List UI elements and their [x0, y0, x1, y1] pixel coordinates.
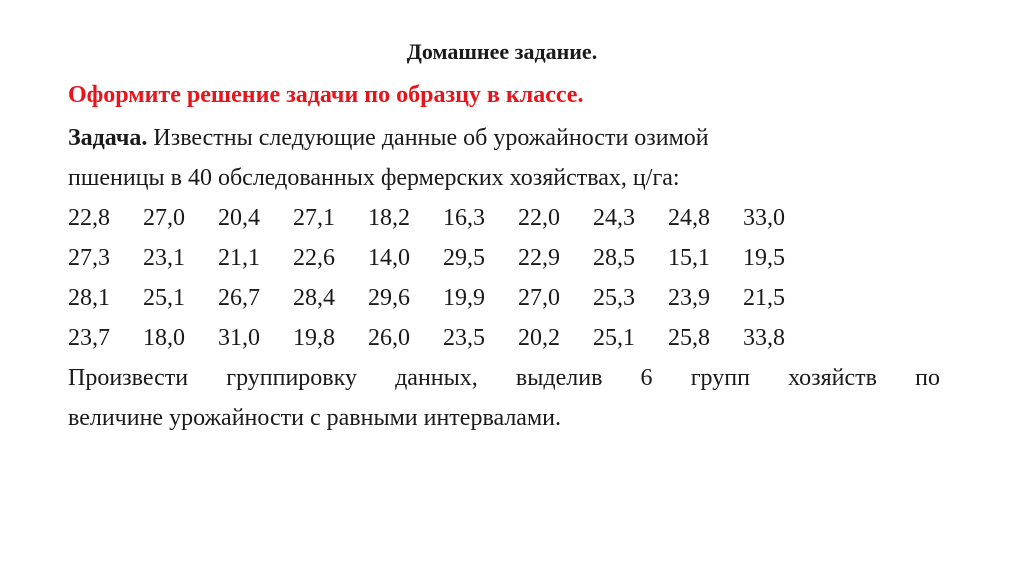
data-value: 26,0: [368, 325, 410, 351]
data-value: 23,9: [668, 285, 710, 311]
data-value: 19,8: [293, 325, 335, 351]
instruction-text: Оформите решение задачи по образцу в классе.: [68, 82, 584, 108]
conclusion-line-1: Произвести группировку данных, выделив 6 групп хозяйств по: [68, 365, 940, 391]
data-value: 23,7: [68, 325, 110, 351]
data-value: 33,0: [743, 205, 785, 231]
data-value: 24,8: [668, 205, 710, 231]
data-value: 24,3: [593, 205, 635, 231]
data-value: 23,5: [443, 325, 485, 351]
data-value: 29,5: [443, 245, 485, 271]
yield-data-table: [68, 198, 940, 358]
data-value: 25,1: [593, 325, 635, 351]
data-value: 25,8: [668, 325, 710, 351]
task-label: Задача.: [68, 125, 148, 151]
data-value: 28,5: [593, 245, 635, 271]
task-intro-text-1: Известны следующие данные об урожайности озимой: [153, 125, 709, 151]
data-value: 22,8: [68, 205, 110, 231]
data-value: 29,6: [368, 285, 410, 311]
data-value: 22,6: [293, 245, 335, 271]
data-value: 18,2: [368, 205, 410, 231]
data-value: 27,3: [68, 245, 110, 271]
conclusion-line-2: величине урожайности с равными интервалами.: [68, 405, 561, 431]
task-intro-line-1: [68, 118, 940, 158]
data-value: 27,0: [518, 285, 560, 311]
data-value: 16,3: [443, 205, 485, 231]
page-title: Домашнее задание.: [406, 39, 598, 64]
data-value: 26,7: [218, 285, 260, 311]
data-value: 22,9: [518, 245, 560, 271]
data-row: [68, 238, 940, 278]
data-value: 25,3: [593, 285, 635, 311]
data-row: [68, 278, 940, 318]
data-row: [68, 318, 940, 358]
data-value: 20,2: [518, 325, 560, 351]
data-value: 15,1: [668, 245, 710, 271]
data-value: 18,0: [143, 325, 185, 351]
task-intro-line-2: пшеницы в 40 обследованных фермерских хозяйствах, ц/га:: [68, 165, 680, 191]
data-value: 28,4: [293, 285, 335, 311]
data-value: 14,0: [368, 245, 410, 271]
data-value: 25,1: [143, 285, 185, 311]
data-value: 31,0: [218, 325, 260, 351]
data-value: 22,0: [518, 205, 560, 231]
data-value: 21,1: [218, 245, 260, 271]
data-value: 19,5: [743, 245, 785, 271]
data-value: 27,0: [143, 205, 185, 231]
data-value: 28,1: [68, 285, 110, 311]
data-row: [68, 198, 940, 238]
data-value: 33,8: [743, 325, 785, 351]
data-value: 23,1: [143, 245, 185, 271]
task-body: [68, 118, 940, 438]
data-value: 19,9: [443, 285, 485, 311]
data-value: 21,5: [743, 285, 785, 311]
data-value: 20,4: [218, 205, 260, 231]
data-value: 27,1: [293, 205, 335, 231]
